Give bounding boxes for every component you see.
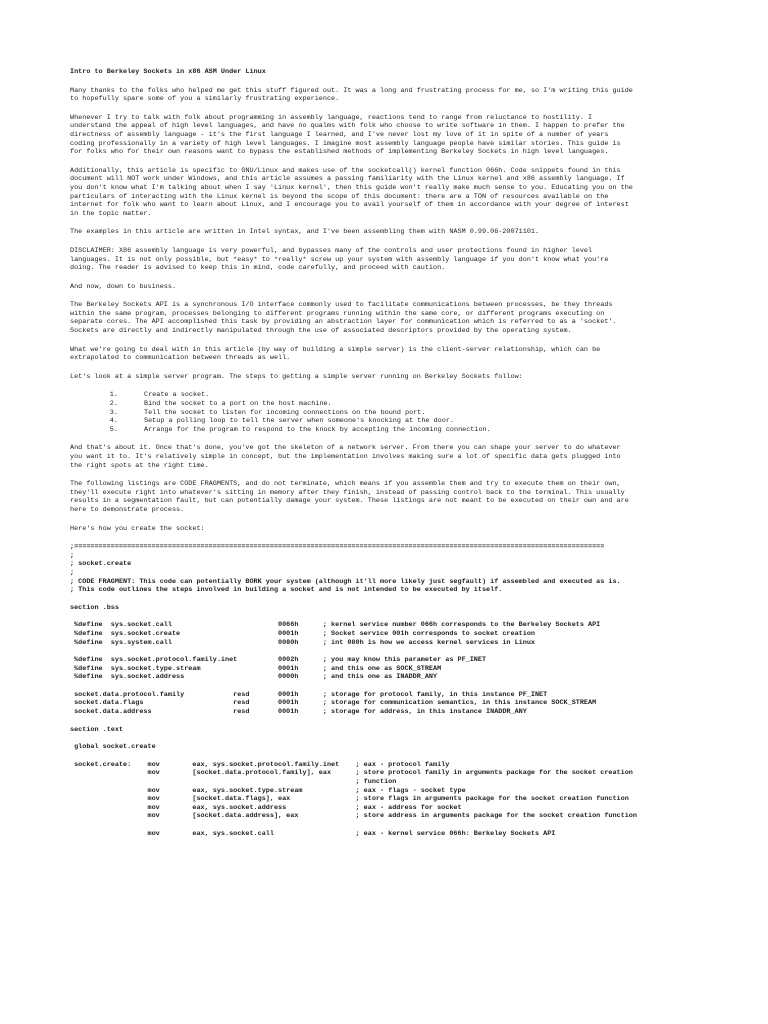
- list-item: 1. Create a socket.: [122, 391, 698, 400]
- paragraph-syntax: The examples in this article are written in Intel syntax, and I've been assembling them with NASM 0.99.06-20071101.: [70, 228, 540, 237]
- list-item: 5. Arrange for the program to respond to the knock by accepting the incoming connection.: [122, 426, 698, 435]
- code-global: global socket.create: [70, 743, 156, 752]
- code-storage: socket.data.protocol.family resd 0001h ; storage for protocol family, in this instance PF_INET socket.data.flags resd 0001h ; storage for communication semantics, in this instance SOCK_STREAM socket.data.address resd 0001h ; storage for address, in this instance INADDR_ANY: [74, 690, 597, 717]
- paragraph-skeleton: And that's about it. Once that's done, you've got the skeleton of a network server. From there you can shape your server to do whatever you want it to. It's relatively simple in concept, but the implementation involves making sure a lot of specific data gets plugged into the right spots at the right time.: [70, 444, 621, 470]
- document-title: Intro to Berkeley Sockets in x86 ASM Under Linux: [70, 68, 266, 76]
- paragraph-create-socket: Here's how you create the socket:: [70, 524, 205, 533]
- list-item: 3. Tell the socket to listen for incoming connections on the bound port.: [122, 409, 698, 418]
- code-section-text: section .text: [70, 725, 124, 734]
- paragraph-steps-intro: Let's look at a simple server program. The steps to getting a simple server running on Berkeley Sockets follow:: [70, 372, 523, 381]
- paragraph-api-intro: The Berkeley Sockets API is a synchronous I/O interface commonly used to facilitate communications between processes, be they threads within the same program, processes belonging to different programs running within the same core, or different programs executing on separate cores. The API accomplished this task by providing an abstraction layer for communication which is referred to as a 'socket'. Sockets are directly and indirectly manipulated through the use of associated descriptors provided by the operating system.: [70, 301, 617, 336]
- paragraph-disclaimer: DISCLAIMER: X86 assembly language is very powerful, and bypasses many of the controls and user protections found in higher level languages. It is not only possible, but *easy* to *really* screw up your system with assembly language if you don't know what you're doing. The reader is advised to keep this in mind, code carefully, and proceed with caution.: [70, 246, 609, 273]
- list-item: 2. Bind the socket to a port on the host machine.: [122, 400, 698, 409]
- code-defines-services: %define sys.socket.call 0066h ; kernel service number 066h corresponds to the Berkeley Sockets API %define sys.socket.create 0001h ; Socket service 001h corresponds to socket creation %define sys.system.call 0080h ; int 080h is how we access kernel services in Linux: [74, 621, 601, 647]
- code-socket-create: socket.create: mov eax, sys.socket.protocol.family.inet ; eax - protocol family mov [socket.data.protocol.family], eax ; store protocol family in arguments package for the socket creation ; function mov eax, sys.socket.type.stream ; eax - flags - socket type mov [socket.data.flags], eax ; store flags in arguments package for the socket creation function mov eax, sys.socket.address ; eax - address for socket mov [socket.data.address], eax ; store address in arguments package for the socket creation function: [74, 760, 637, 821]
- code-defines-params: %define sys.socket.protocol.family.inet 0002h ; you may know this parameter as PF_INET %define sys.socket.type.stream 0001h ; and this one as SOCK_STREAM %define sys.socket.address 0000h ; and this one as INADDR_ANY: [74, 656, 487, 682]
- code-socket-call: mov eax, sys.socket.call ; eax - kernel service 066h: Berkeley Sockets API: [70, 830, 556, 838]
- code-header-comment: ;================================================================================================================================== ; ; socket.create ; ; CODE FRAGMENT: This code can potentially BORK your system (although it'll more likely just segfault) if assembled and executed as is. ; This code outlines the steps involved in building a socket and is not intended to be executed by itself.: [70, 543, 621, 595]
- list-item: 4. Setup a polling loop to tell the server when someone's knocking at the door.: [122, 417, 698, 426]
- paragraph-assembly-attitudes: Whenever I try to talk with folk about programming in assembly language, reactions tend to range from reluctance to hostility. I understand the appeal of high level languages, and have no qualms with folk who choose to write software in them. I happen to prefer the directness of assembly language - it's the first language I learned, and I've never lost my love of it in spite of a number of years coding professionally in a variety of high level languages. I imagine most assembly language people have similar stories. This guide is for folks who for their own reasons want to bypass the established methods of implementing Berkeley Sockets in high level languages.: [70, 113, 625, 157]
- code-section-bss: section .bss: [70, 603, 119, 612]
- paragraph-business: And now, down to business.: [70, 282, 177, 291]
- paragraph-client-server: What we're going to deal with in this article (by way of building a simple server) is the client-server relationship, which can be extrapolated to communication between threads as well.: [70, 345, 601, 363]
- paragraph-linux-specific: Additionally, this article is specific to GNU/Linux and makes use of the socketcall() kernel function 066h. Code snippets found in this document will NOT work under Windows, and this article assumes a passing familiarity with the Linux kernel and x86 assembly language. If you don't know what I'm talking about when I say 'Linux kernel', then this guide won't really make much sense to you. Educating you on the particulars of interacting with the Linux kernel is beyond the scope of this document: there are a TON of resources available on the internet for folk who want to learn about Linux, and I encourage you to avail yourself of them in accordance with your degree of interest in the topic matter.: [70, 166, 633, 218]
- steps-list: [70, 391, 698, 434]
- paragraph-thanks: Many thanks to the folks who helped me get this stuff figured out. It was a long and frustrating process for me, so I'm writing this guide to hopefully spare some of you a similarly frustrating experience.: [70, 86, 633, 104]
- paragraph-code-fragments: The following listings are CODE FRAGMENTS, and do not terminate, which means if you assemble them and try to execute them on their own, they'll execute right into whatever's sitting in memory after they finish, instead of passing control back to the terminal. This usually results in a segmentation fault, but can potentially damage your system. These listings are not meant to be executed on their own and are here to demonstrate process.: [70, 480, 629, 514]
